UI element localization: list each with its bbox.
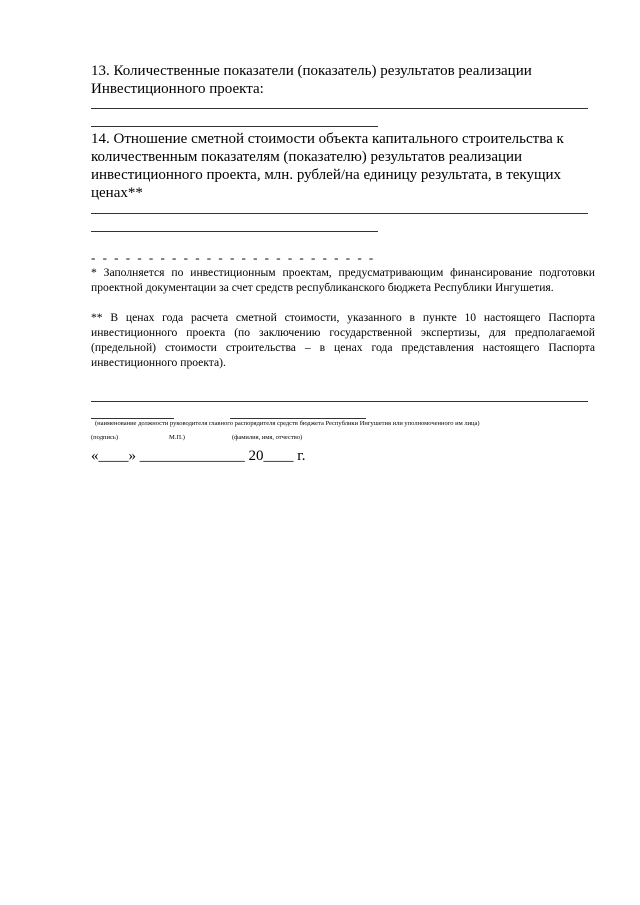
item-14-answer-line-1 (91, 213, 588, 214)
name-caption: (фамилия, имя, отчество) (232, 434, 303, 441)
signature-line (91, 418, 174, 419)
item-13-answer-line-2 (91, 126, 378, 127)
signature-caption: (подпись) (91, 434, 118, 441)
position-caption: (наименование должности руководителя главного распорядителя средств бюджета Республики Ингушетия или уполномоченного им лица) (95, 420, 480, 427)
item-14-answer-line-2 (91, 231, 378, 232)
item-13-title: 13. Количественные показатели (показатель) результатов реализации Инвестиционного проекта: (91, 63, 532, 97)
footnote-2: ** В ценах года расчета сметной стоимости, указанного в пункте 10 настоящего Паспорта инвестиционного проекта (по заключению государственной экспертизы, для предполагаемой (предельной) стоимости строительства – в ценах года представления настоящего Паспорта инвестиционного проекта). (91, 311, 595, 369)
footnote-separator: - - - - - - - - - - - - - - - - - - - - - - - - - (91, 250, 376, 265)
stamp-caption: М.П.) (169, 434, 185, 441)
footnote-1: * Заполняется по инвестиционным проектам, предусматривающим финансирование подготовки проектной документации за счет средств республиканского бюджета Республики Ингушетия. (91, 266, 595, 294)
name-line (230, 418, 366, 419)
item-14-title: 14. Отношение сметной стоимости объекта капитального строительства к количественным показателям (показателю) результатов реализации инвестиционного проекта, млн. рублей/на единицу результата, в текущих ценах** (91, 131, 564, 201)
item-13-answer-line-1 (91, 108, 588, 109)
date-line: «____» ______________ 20____ г. (91, 448, 306, 464)
signature-top-line (91, 401, 588, 402)
